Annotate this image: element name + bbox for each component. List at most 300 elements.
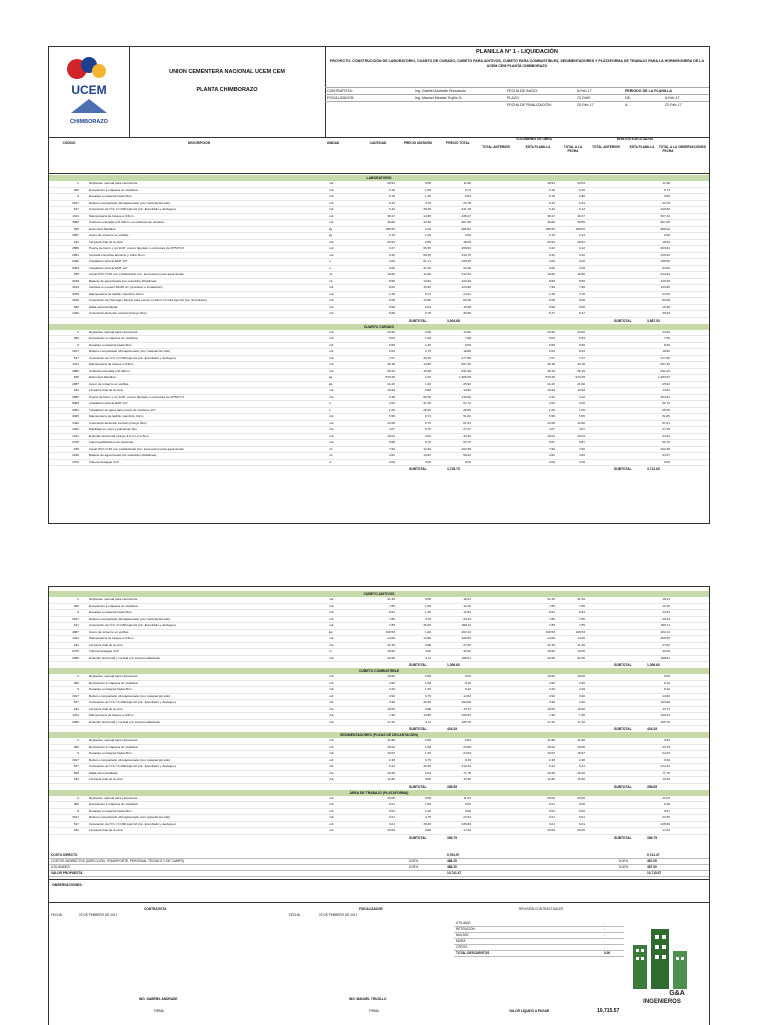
unidad-cell: m3 (329, 187, 334, 192)
precio-unitario-cell: 31.36 (423, 265, 431, 270)
cantidad-cell: 12.08 (387, 420, 395, 425)
esta-planilla-cell: 5.03 (548, 349, 555, 353)
precio-total-cell: 81.54 (463, 420, 471, 425)
precio-unitario-cell: 8.71 (424, 291, 431, 296)
total-fecha-cell: 31.39 (577, 642, 585, 647)
descripcion-cell: Colocación de H.S. f'c=300 kg/cm2 (inc. Encofrado y desfogue) (89, 207, 176, 211)
codigo-cell: 2 (77, 738, 79, 742)
total-row (49, 871, 709, 877)
periodo-label: PERIODO DE LA PLANILLA (625, 89, 672, 93)
descripcion-cell: Enlucido horizontal y vertical con impermeabilizante (89, 719, 161, 724)
precio-total-cell: 9.30 (464, 757, 471, 762)
subtotal-label: SUBTOTAL (409, 318, 427, 323)
precio-total-cell: 11.98 (463, 181, 471, 185)
codigo-cell: 2 (77, 795, 79, 800)
descripcion-cell: Canal PVC h=15 mm prefabricado (inc. accesorios) para agua lluvias (89, 446, 184, 451)
cantidad-cell: 5.95 (388, 414, 395, 418)
precio-total-cell: 8.06 (464, 342, 471, 347)
codigo-cell: 152 (73, 706, 79, 711)
precio-unitario-cell: 39.25 (423, 623, 431, 627)
cantidad-cell: 16.04 (387, 433, 395, 438)
codigo-cell: 9 (77, 687, 79, 691)
monto-total-cell: 11.98 (662, 181, 670, 185)
monto-total-cell: 17.64 (662, 828, 670, 832)
esta-planilla-cell: 6.16 (548, 187, 555, 192)
unidad-cell: ml (329, 272, 333, 276)
plant-name: PLANTA CHIMBORAZO (196, 87, 258, 93)
subtotal-value: 3,904.68 (447, 318, 460, 323)
descripcion-cell: Mampostería de bloque e=15cm (89, 213, 134, 218)
esta-planilla-cell: 168.53 (545, 629, 555, 634)
section-list-1 (49, 175, 709, 472)
monto-total-cell: 7.96 (663, 336, 670, 340)
ucem-logo (49, 47, 130, 137)
precio-total-cell: 124.80 (461, 285, 471, 289)
fiscalizador-name: ING. MANUEL TRUJILLO (349, 997, 387, 1001)
unidad-cell: kg (329, 233, 333, 237)
total-label: VALOR PROPUESTA (51, 871, 83, 875)
col-volumenes: VOLÚMENES DE OBRA (516, 137, 552, 141)
firma-label-1: FIRMA (154, 1009, 164, 1013)
subtotal-value: 416.29 (447, 727, 458, 731)
subtotal-value: 1,059.63 (647, 663, 660, 667)
deduction-value: - (604, 939, 606, 943)
total-fecha-cell: 6.16 (578, 187, 585, 192)
precio-total-cell: 24.03 (463, 751, 471, 755)
ga-ingenieros-logo (619, 919, 705, 1005)
unidad-cell: m3 (329, 680, 334, 685)
precio-unitario-cell: 0.88 (424, 777, 431, 781)
descripcion-cell: Masillado en yeso y pulimiento fino (89, 427, 137, 431)
unidad-cell: m2 (329, 291, 334, 296)
section-title: CUARTO CURADO (49, 324, 709, 330)
deduction-value: - (604, 945, 606, 949)
precio-unitario-cell: 1.58 (424, 744, 431, 749)
descripcion-cell: Tubería desagüe d=4" (89, 459, 120, 464)
unidad-cell: m3 (329, 342, 334, 347)
descripcion-cell: Instalación tubería EMT 1/2" (89, 259, 128, 263)
total-fecha-cell: 28.26 (577, 770, 585, 775)
descripcion-cell: Desalojo a máquina hasta 5km (89, 194, 132, 198)
cantidad-cell: 188.50 (385, 226, 395, 231)
total-value: 488.25 (447, 859, 457, 863)
precio-unitario-cell: 6.11 (425, 719, 431, 724)
esta-planilla-cell: 21.60 (547, 381, 555, 386)
esta-planilla-cell: 9.87 (548, 440, 555, 444)
unidad-cell: m3 (329, 610, 334, 614)
observaciones-label: OBSERVACIONES: (52, 883, 83, 887)
codigo-cell: 9 (77, 610, 79, 614)
monto-total-cell: 153.08 (660, 700, 670, 704)
precio-unitario-cell: 6.75 (424, 420, 431, 425)
precio-total-cell: 235.89 (461, 821, 471, 826)
subtotal-value: 416.29 (647, 727, 658, 731)
monto-total-cell: 9.48 (663, 802, 670, 806)
precio-unitario-cell: 4.00 (424, 649, 431, 653)
total-label: UTILIDADES (51, 865, 70, 869)
precio-total-cell: 18.06 (463, 239, 471, 244)
precio-unitario-cell: 39.25 (423, 355, 431, 360)
unidad-cell: m2 (329, 795, 334, 800)
monto-total-cell: 22.55 (662, 815, 670, 819)
precio-unitario-cell: 3.00 (424, 459, 431, 464)
codigo-cell: 2379 (72, 649, 79, 653)
codigo-cell: 517 (73, 623, 79, 627)
descripcion-cell: Estructura Metálica (89, 375, 116, 379)
precio-unitario-cell: 1.45 (424, 342, 431, 347)
descripcion-cell: Relleno compactado vibroapisonado (con material del sitio) (89, 757, 171, 762)
esta-planilla-cell: 2.78 (548, 291, 555, 296)
unidad-cell: u (329, 401, 331, 405)
planilla-info (325, 47, 709, 137)
unidad-cell: m2 (329, 777, 334, 781)
esta-planilla-cell: 16.57 (547, 751, 555, 755)
cantidad-cell: 8.00 (388, 285, 395, 289)
monto-total-cell: 14.63 (662, 693, 670, 698)
precio-unitario-cell: 39.25 (423, 764, 431, 768)
monto-total-cell: 13.66 (662, 329, 670, 334)
subtotal-label: SUBTOTAL (409, 727, 427, 731)
precio-total-cell: 120.29 (461, 278, 471, 283)
esta-planilla-cell: 6.01 (548, 815, 555, 819)
codigo-cell: 152 (73, 828, 79, 832)
monto-total-cell: 240.60 (660, 207, 670, 211)
monto-total-cell: 71.78 (662, 770, 670, 775)
total-fecha-cell: 570.25 (575, 375, 585, 379)
total-fecha-cell: 12.08 (577, 420, 585, 425)
codigo-cell: 3017 (72, 349, 79, 353)
sheet-header (49, 47, 709, 138)
cantidad-cell: 2.48 (388, 757, 395, 762)
total-fecha-cell: 3.90 (578, 680, 585, 685)
descripcion-cell: Malla electrosoldada (89, 304, 118, 309)
precio-total-cell: 102.38 (461, 446, 471, 451)
contratista-name: ING. GABRIEL ANDRADE (139, 997, 178, 1001)
descripcion-cell: Puerta de hierro y tol 1/20", marco figurado o estructura de 25*50*1.5 (89, 246, 184, 250)
total-fecha-cell: 2.48 (578, 757, 585, 762)
monto-total-cell: 6.22 (663, 687, 670, 691)
cantidad-cell: 9.88 (388, 440, 395, 444)
esta-planilla-cell: 3.00 (548, 459, 555, 464)
monto-total-cell: 29.44 (662, 616, 670, 621)
deduction-value: - (604, 933, 606, 937)
cantidad-cell: 6.08 (388, 304, 395, 309)
monto-total-cell: 13.73 (662, 706, 670, 711)
logo-sub: CHIMBORAZO (70, 119, 108, 125)
unidad-cell: m2 (329, 368, 334, 373)
unidad-cell: kg (329, 375, 333, 379)
cantidad-cell: 6.78 (388, 194, 395, 198)
precio-unitario-cell: 1.45 (424, 808, 431, 813)
total-fecha-cell: 21.60 (577, 381, 585, 386)
precio-total-cell: 62.72 (463, 401, 471, 405)
codigo-cell: 152 (73, 642, 79, 647)
precio-total-cell: 6.22 (464, 687, 471, 691)
monto-total-cell: 18.86 (662, 349, 670, 353)
precio-unitario-cell: 2.54 (424, 304, 431, 309)
cantidad-cell: 20.05 (387, 828, 395, 832)
precio-unitario-cell: 8.71 (424, 414, 431, 418)
cantidad-cell: 8.64 (388, 610, 395, 614)
precio-total-cell: 14.83 (463, 388, 471, 392)
precio-total-cell: 25.00 (463, 407, 471, 412)
contratista-value: Ing. Gabriel Andrade Roncancio (415, 89, 466, 93)
cantidad-cell: 168.53 (385, 629, 395, 634)
precio-unitario-cell: 1.20 (424, 381, 431, 386)
a-value: 22-Feb-17 (665, 103, 682, 107)
total-fecha-cell: 32.50 (577, 655, 585, 660)
unidad-cell: m3 (329, 349, 334, 353)
fiscalizador-value: Ing. Manuel Mestas Trujillo G. (415, 96, 463, 100)
unidad-cell: m2 (329, 388, 334, 392)
descripcion-cell: Mampostería de ladrillo mambrón 10cm (89, 414, 144, 418)
precio-unitario-cell: 3.75 (424, 815, 431, 819)
col-montos: MONTOS EJECUTADOS (616, 137, 654, 141)
precio-total-cell: 24.21 (463, 291, 471, 296)
subtotal-label: SUBTOTAL (409, 784, 427, 789)
codigo-cell: 390 (73, 744, 79, 749)
total-fecha-cell: 20.52 (577, 239, 585, 244)
unidad-cell: m2 (329, 420, 334, 425)
precio-unitario-cell: 15.60 (423, 285, 431, 289)
monto-total-cell: 277.50 (660, 355, 670, 360)
descripcion-cell: Replanteo manual para estructuras (89, 181, 138, 185)
descripcion-cell: Mampostería de ladrillo mambrón 10cm (89, 291, 144, 296)
unidad-cell: m3 (329, 764, 334, 768)
total-fecha-cell: 3.00 (578, 265, 585, 270)
fecha-fin-label: FECHA DE FINALIZACIÓN: (507, 103, 552, 107)
descripcion-cell: Excavación a máquina sin clasificar (89, 744, 138, 749)
descripcion-cell: Instalación tubería EMT 1/2" (89, 401, 128, 405)
esta-planilla-cell: 6.16 (548, 207, 555, 211)
unidad-cell: m2 (329, 706, 334, 711)
esta-planilla-cell: 20.52 (547, 239, 555, 244)
esta-planilla-cell: 3.90 (548, 680, 555, 685)
descripcion-cell: Relleno compactado vibroapisonado (con material del sitio) (89, 693, 171, 698)
monto-total-cell: 12.40 (662, 603, 670, 608)
precio-total-cell: 23.78 (463, 200, 471, 205)
monto-total-cell: 6.84 (663, 738, 670, 742)
brand-sub: INGENIEROS (643, 999, 681, 1005)
unidad-cell: m3 (329, 355, 334, 360)
esta-planilla-cell: 28.26 (547, 770, 555, 775)
precio-total-cell: 158.35 (461, 259, 471, 263)
col-m-total-anterior: TOTAL ANTERIOR (592, 145, 620, 149)
cantidad-cell: 32.50 (387, 655, 395, 660)
project-description: PROYECTO: CONSTRUCCIÓN DE LABORATORIO, CUARTO DE CURADO, CUBETO PARA ADITIVOS, CUBETO PARA COMBUSTIBLES, SEDIMENTADORES Y PLATAFORMA DE TRABAJO PARA LA HORMIGONERA DE LA UCEM CEM PLANTA CHIMBORAZO (329, 59, 705, 68)
precio-unitario-cell: 0.58 (424, 795, 431, 800)
de-label: DE: (625, 96, 631, 100)
monto-total-cell: 25.00 (662, 407, 670, 412)
codigo-cell: 390 (73, 680, 79, 685)
esta-planilla-cell: 7.85 (548, 603, 555, 608)
descripcion-cell: Impermeabilización de cisternas (89, 440, 134, 444)
codigo-cell: 517 (73, 700, 79, 704)
precio-total-cell: 15.38 (463, 304, 471, 309)
subtotal-label: SUBTOTAL (409, 663, 427, 667)
monto-total-cell: 541.22 (660, 368, 670, 373)
precio-total-cell: 667.05 (461, 220, 471, 224)
unidad-cell: m2 (329, 329, 334, 334)
cantidad-cell: 5.03 (388, 336, 395, 340)
esta-planilla-cell: 7.85 (548, 616, 555, 621)
total-value-2: 487.09 (647, 859, 657, 863)
precio-unitario-cell: 1.45 (424, 687, 431, 691)
esta-planilla-cell: 7.07 (548, 355, 555, 360)
subtotal-value: 1,059.63 (447, 663, 460, 667)
precio-unitario-cell: 1.58 (424, 680, 431, 685)
cantidad-cell: 5.03 (388, 349, 395, 353)
esta-planilla-cell: 15.60 (547, 674, 555, 678)
precio-total-cell: 212.34 (461, 764, 471, 768)
monto-total-cell: 82.08 (662, 298, 670, 302)
precio-unitario-cell: 2.54 (424, 770, 431, 775)
precio-unitario-cell: 1.58 (424, 187, 431, 192)
subtotal-value: 306.79 (447, 835, 458, 840)
total-value-2: 10,715.57 (647, 871, 662, 875)
precio-total-cell: 153.08 (461, 700, 471, 704)
precio-total-cell: 198.61 (461, 655, 471, 660)
precio-total-cell: 318.90 (461, 394, 471, 399)
total-fecha-cell: 5.56 (578, 342, 585, 347)
esta-planilla-cell: 6.61 (548, 808, 555, 813)
plazo-label: PLAZO: (507, 96, 520, 100)
precio-unitario-cell: 0.58 (424, 738, 431, 742)
cantidad-cell: 5.41 (388, 764, 395, 768)
cantidad-cell: 3.00 (388, 265, 395, 270)
cantidad-cell: 3.90 (388, 680, 395, 685)
fecha-fin-value: 20-Feb-17 (577, 103, 594, 107)
total-fecha-cell: 36.18 (577, 362, 585, 366)
cantidad-cell: 6.08 (388, 298, 395, 302)
building-icon (619, 919, 705, 1005)
deduction-label: MULTAS (456, 933, 469, 937)
subtotal-label: SUBTOTAL (409, 835, 427, 840)
subtotal-label: SUBTOTAL (409, 467, 427, 471)
monto-total-cell: 9.57 (663, 808, 670, 813)
total-fecha-cell: 20.53 (577, 181, 585, 185)
cantidad-cell: 30.27 (387, 213, 395, 218)
unidad-cell: m3 (329, 616, 334, 621)
esta-planilla-cell: 10.50 (547, 649, 555, 653)
precio-unitario-cell: 3.75 (424, 200, 431, 205)
precio-unitario-cell: 1.20 (424, 233, 431, 237)
unidad-cell: kg (329, 629, 333, 634)
descripcion-cell: Cubierta enlozada e=0.40mm (89, 368, 130, 373)
precio-unitario-cell: 13.50 (423, 298, 431, 302)
precio-total-cell: 2.56 (464, 233, 471, 237)
col-total-fecha: TOTAL A LA FECHA (563, 145, 583, 153)
total-label: COSTOS INDIRECTOS (DIRECCIÓN, TRANSPORTE, PERSONAL TÉCNICO Y DE CAMPO) (51, 859, 185, 863)
subtotal-row (49, 835, 709, 841)
esta-planilla-cell: 5.32 (548, 252, 555, 257)
cantidad-cell: 31.39 (387, 597, 395, 601)
unidad-cell: u (329, 407, 331, 412)
precio-unitario-cell: 39.25 (423, 700, 431, 704)
precio-total-cell: 11.63 (463, 795, 471, 800)
cantidad-cell: 4.29 (388, 687, 395, 691)
subtotal-value: 3,728.75 (447, 467, 460, 471)
codigo-cell: 2379 (72, 459, 79, 464)
precio-unitario-cell: 0.58 (424, 597, 431, 601)
codigo-cell: 517 (73, 355, 79, 360)
precio-unitario-cell: 58.35 (423, 252, 431, 257)
descripcion-cell: Replanteo manual para estructuras (89, 795, 138, 800)
precio-unitario-cell: 39.25 (423, 207, 431, 211)
precio-unitario-cell: 0.58 (424, 329, 431, 334)
monto-total-cell: 9.00 (663, 459, 670, 464)
unidad-cell: m3 (329, 751, 334, 755)
esta-planilla-cell: 5.95 (548, 414, 555, 418)
total-fecha-cell: 5.03 (578, 349, 585, 353)
precio-unitario-cell: 14.85 (423, 362, 431, 366)
codigo-cell: 185 (73, 272, 79, 276)
precio-unitario-cell: 1.58 (424, 336, 431, 340)
precio-total-cell: 208.95 (461, 636, 471, 640)
esta-planilla-cell: 8.55 (548, 278, 555, 283)
descripcion-cell: Excavación a máquina sin clasificar (89, 603, 138, 608)
descripcion-cell: Limpieza final de la obra (89, 642, 123, 647)
monto-total-cell: 15.38 (662, 304, 670, 309)
unidad-cell: m3 (329, 194, 334, 198)
monto-total-cell: 27.46 (662, 427, 670, 431)
unidad-cell: m2 (329, 738, 334, 742)
unidad-cell: m3 (329, 802, 334, 806)
codigo-cell: 525 (73, 226, 79, 231)
unidad-cell: m3 (329, 700, 334, 704)
total-fecha-cell: 20.05 (577, 828, 585, 832)
precio-unitario-cell: 3.00 (424, 433, 431, 438)
precio-total-cell: 13.73 (463, 706, 471, 711)
unidad-cell: m3 (329, 693, 334, 698)
descripcion-cell: Limpieza final de la obra (89, 706, 123, 711)
total-fecha-cell: 3.90 (578, 693, 585, 698)
precio-total-cell: 18.86 (463, 349, 471, 353)
total-fecha-cell: 2.13 (578, 233, 585, 237)
total-fecha-cell: 1.00 (578, 407, 585, 412)
codigo-cell: 2581 (72, 252, 79, 257)
precio-unitario-cell: 1.45 (424, 751, 431, 755)
descripcion-cell: Puerta de hierro y tol 1/20", marco figurado o estructura de 25*50*1.5 (89, 394, 184, 399)
codigo-cell: 1011 (72, 713, 79, 717)
deduction-value: - (604, 921, 606, 925)
total-fecha-cell: 5.95 (578, 414, 585, 418)
subtotal-label: SUBTOTAL (614, 784, 632, 789)
codigo-cell: 152 (73, 239, 79, 244)
precio-total-cell: 308.52 (461, 246, 471, 250)
descripcion-cell: Bajante de agua lluvias pvc suavitubo (libelilinea) (89, 278, 157, 283)
valor-liquido-value: 10,715.57 (597, 1008, 620, 1014)
monto-total-cell: 308.11 (660, 623, 670, 627)
esta-planilla-cell: 6.01 (548, 802, 555, 806)
monto-total-cell: 198.61 (660, 655, 670, 660)
total-fecha-cell: 11.80 (577, 738, 585, 742)
precio-total-cell: 9.73 (464, 187, 471, 192)
precio-unitario-cell: 19.38 (423, 220, 431, 224)
precio-total-cell: 310.75 (461, 252, 471, 257)
fecha-fin-row (325, 101, 709, 109)
codigo-cell: 6483 (72, 401, 79, 405)
precio-total-cell: 9.05 (464, 674, 471, 678)
codigo-cell: 3325 (72, 291, 79, 296)
codigo-cell: 390 (73, 187, 79, 192)
esta-planilla-cell: 4.29 (548, 687, 555, 691)
total-fecha-cell: 10.50 (577, 649, 585, 653)
codigo-cell: 390 (73, 336, 79, 340)
fiscalizador-label: FISCALIZADOR: (327, 96, 355, 100)
total-fecha-cell: 5.47 (578, 311, 585, 315)
deduction-label: RETENCIÓN (456, 927, 475, 931)
